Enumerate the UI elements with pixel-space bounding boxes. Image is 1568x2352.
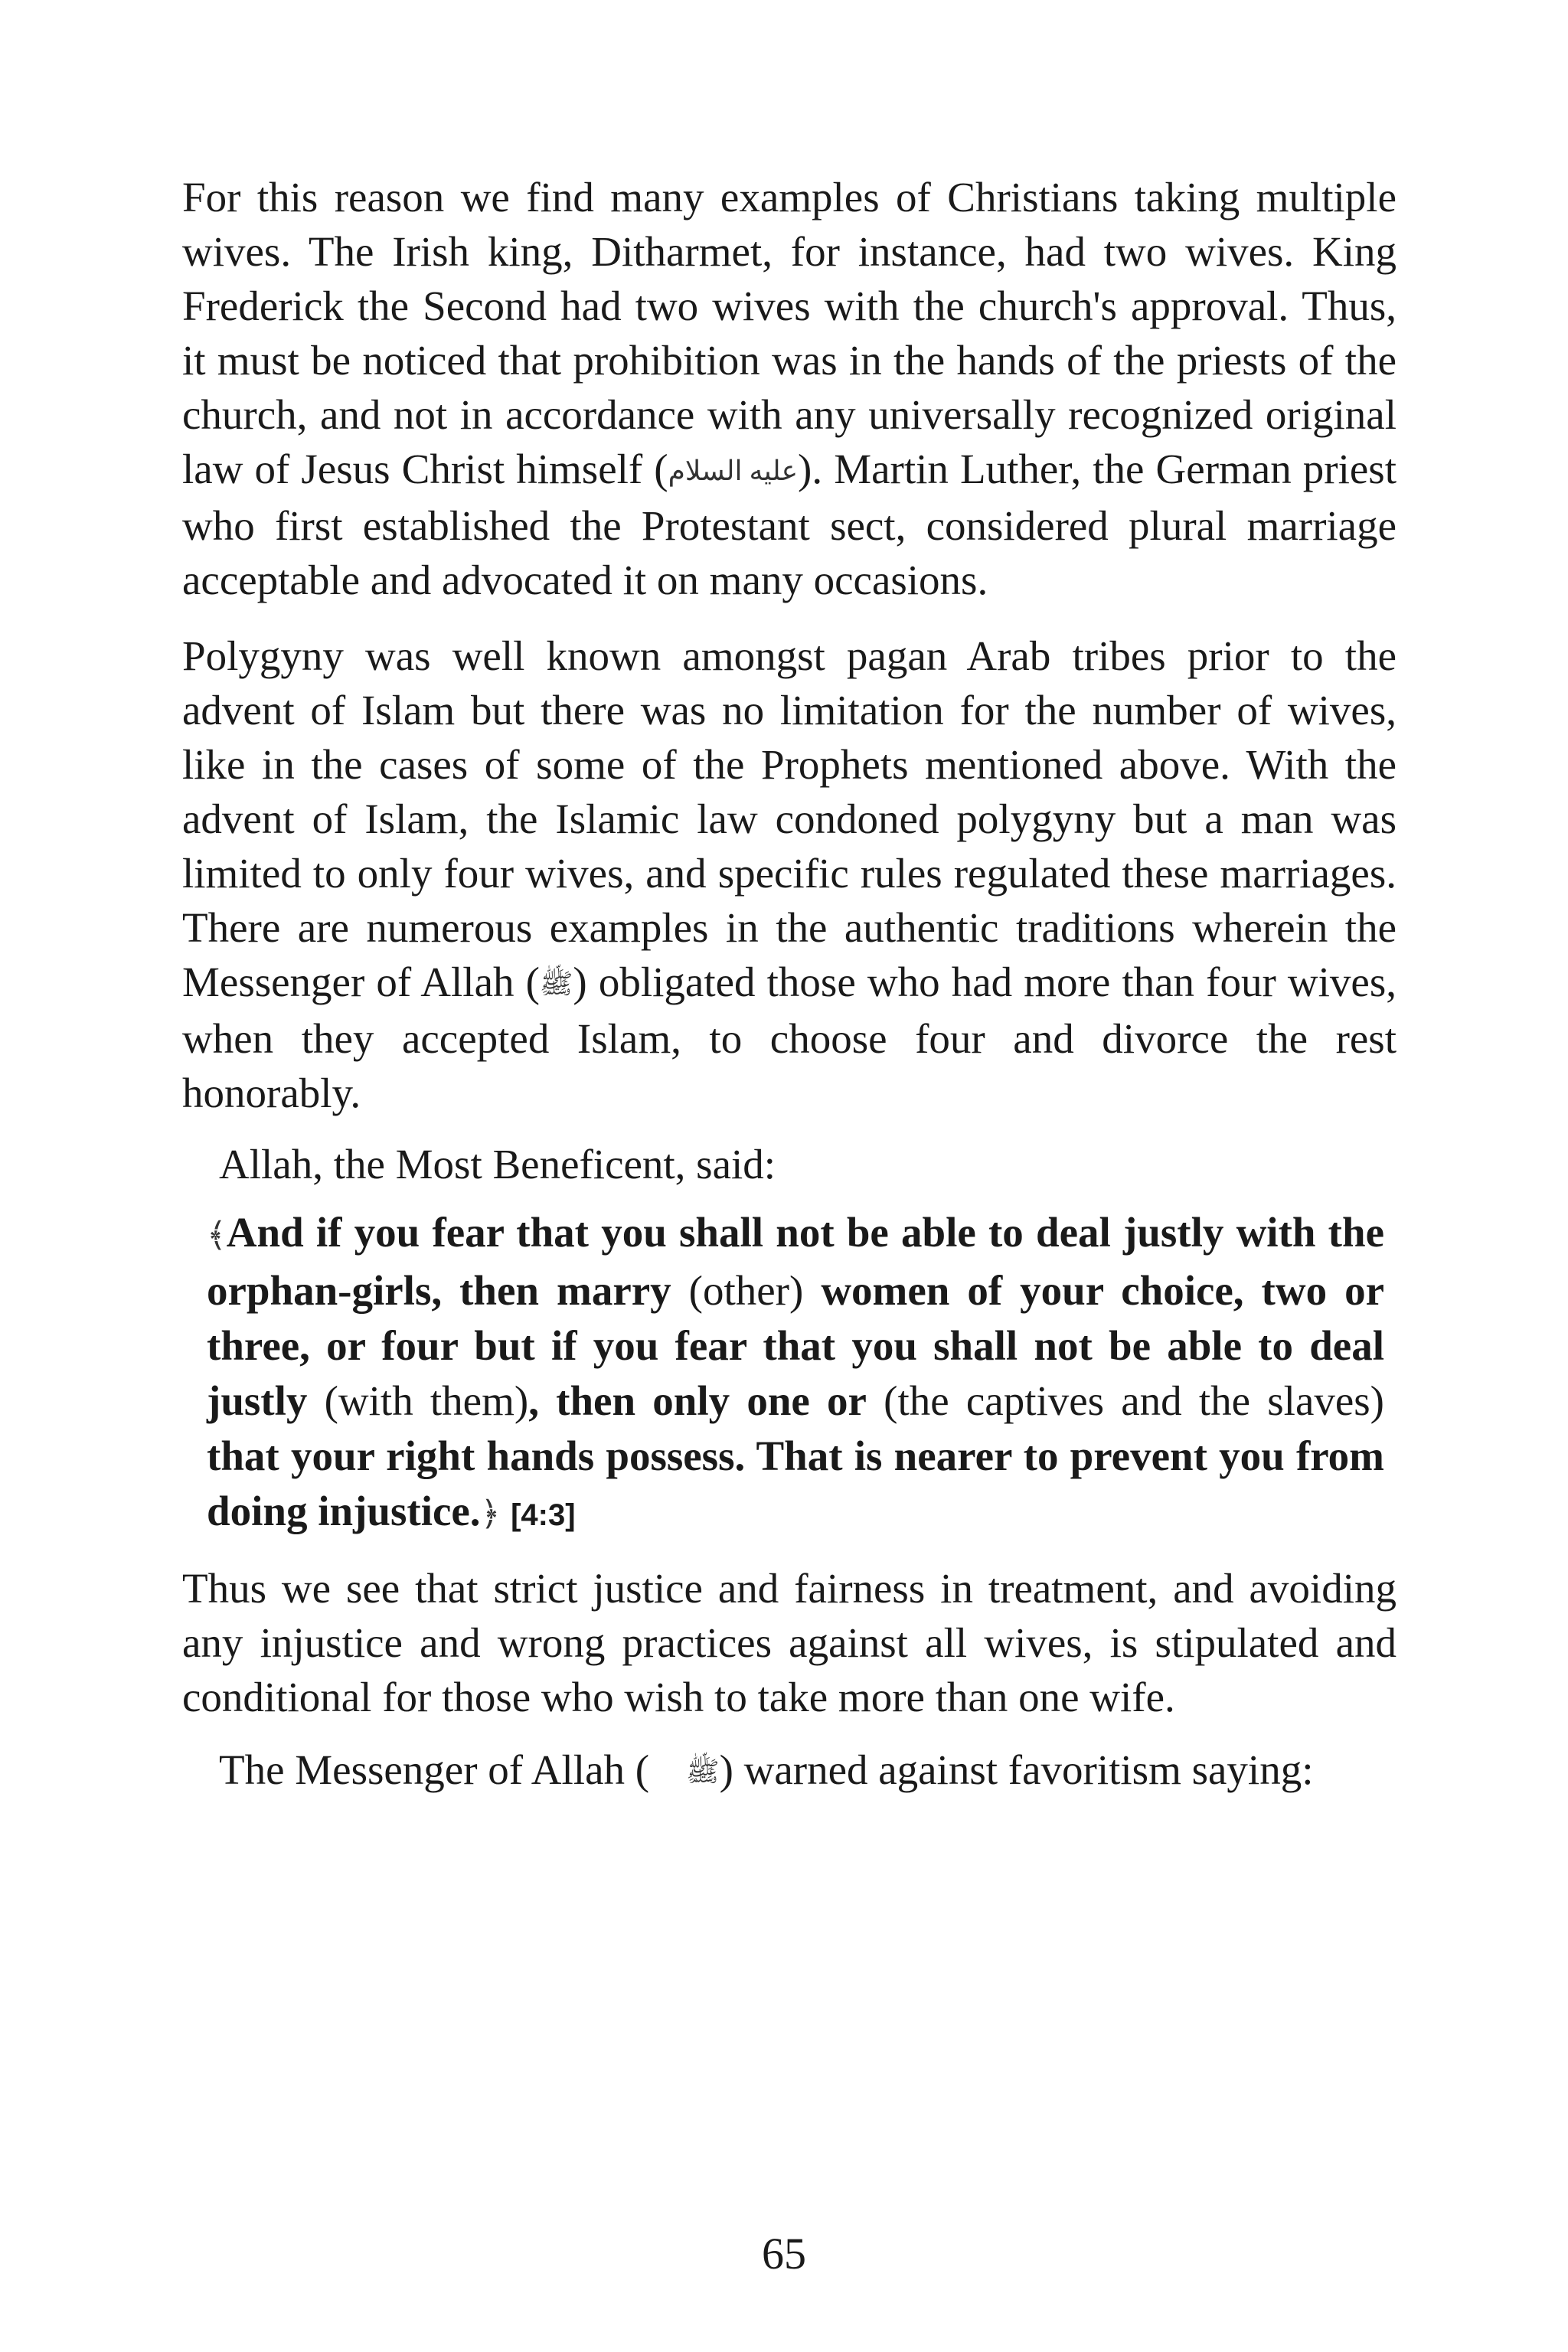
honorific-glyph: عليه السلام bbox=[668, 456, 799, 486]
paragraph-justice-condition: Thus we see that strict justice and fairness in treatment, and avoiding any injustice and wrong practices against all wives, is stipulated and conditional for those who wish to take more than one wife. bbox=[182, 1565, 1396, 1720]
paragraph-christian-polygamy bbox=[182, 170, 1396, 607]
quote-bold-text: , then only one or bbox=[528, 1377, 867, 1424]
honorific-glyph: ﷺ bbox=[686, 1756, 720, 1787]
honorific-glyph: ﷺ bbox=[539, 969, 573, 999]
quote-bold-text: And if you fear that you shall not be able to deal justly with the orphan-girls, then marry bbox=[207, 1209, 1384, 1314]
quote-bold-text: that your right hands possess. That is nearer to prevent you from doing injustice. bbox=[207, 1432, 1384, 1534]
paragraph-text: For this reason we find many examples of Christians taking multiple wives. The Irish king, Ditharmet, for instance, had two wives. King Frederick the Second had two wives with the church's approval. Thus, it must be noticed that prohibition was in the hands of the priests of the church, and not in accordance with any universally recognized original law of Jesus Christ himself ( bbox=[182, 174, 1396, 492]
quote-plain-text: (with them) bbox=[307, 1377, 529, 1424]
paragraph-text: ) warned against favoritism saying: bbox=[719, 1746, 1314, 1793]
page-body bbox=[182, 170, 1396, 1799]
paragraph-favoritism-warning bbox=[182, 1743, 1396, 1799]
paragraph-text: ) obligated those who had more than four wives, when they accepted Islam, to choose four and divorce the rest honorably. bbox=[182, 959, 1396, 1116]
quote-plain-text: (the captives and the slaves) bbox=[866, 1377, 1385, 1424]
page-number: 65 bbox=[762, 2229, 806, 2278]
paragraph-text: Polygyny was well known amongst pagan Arab tribes prior to the advent of Islam but there was no limitation for the number of wives, like in the cases of some of the Prophets mentioned above. With the advent of Islam, the Islamic law condoned polygyny but a man was limited to only four wives, and specific rules regulated these marriages. There are numerous examples in the authentic traditions wherein the Messenger of Allah ( bbox=[182, 632, 1396, 1005]
quote-bold-text: women of your choice, two or three, or four but if you fear that you shall not be able to deal justly bbox=[207, 1267, 1384, 1424]
quote-close-bracket: ﴿ bbox=[480, 1494, 501, 1534]
quran-quote bbox=[207, 1205, 1384, 1543]
paragraph-islam-polygyny bbox=[182, 629, 1396, 1120]
verse-reference: [4:3] bbox=[511, 1498, 576, 1532]
paragraph-allah-said: Allah, the Most Beneficent, said: bbox=[219, 1141, 776, 1187]
quote-plain-text: (other) bbox=[671, 1267, 822, 1314]
paragraph-text: The Messenger of Allah ( bbox=[219, 1746, 650, 1793]
quote-open-bracket: ﴾ bbox=[207, 1216, 227, 1255]
paragraph-text: ). Martin Luther, the German priest who first established the Protestant sect, considered plural marriage acceptable and advocated it on many occasions. bbox=[182, 446, 1396, 603]
